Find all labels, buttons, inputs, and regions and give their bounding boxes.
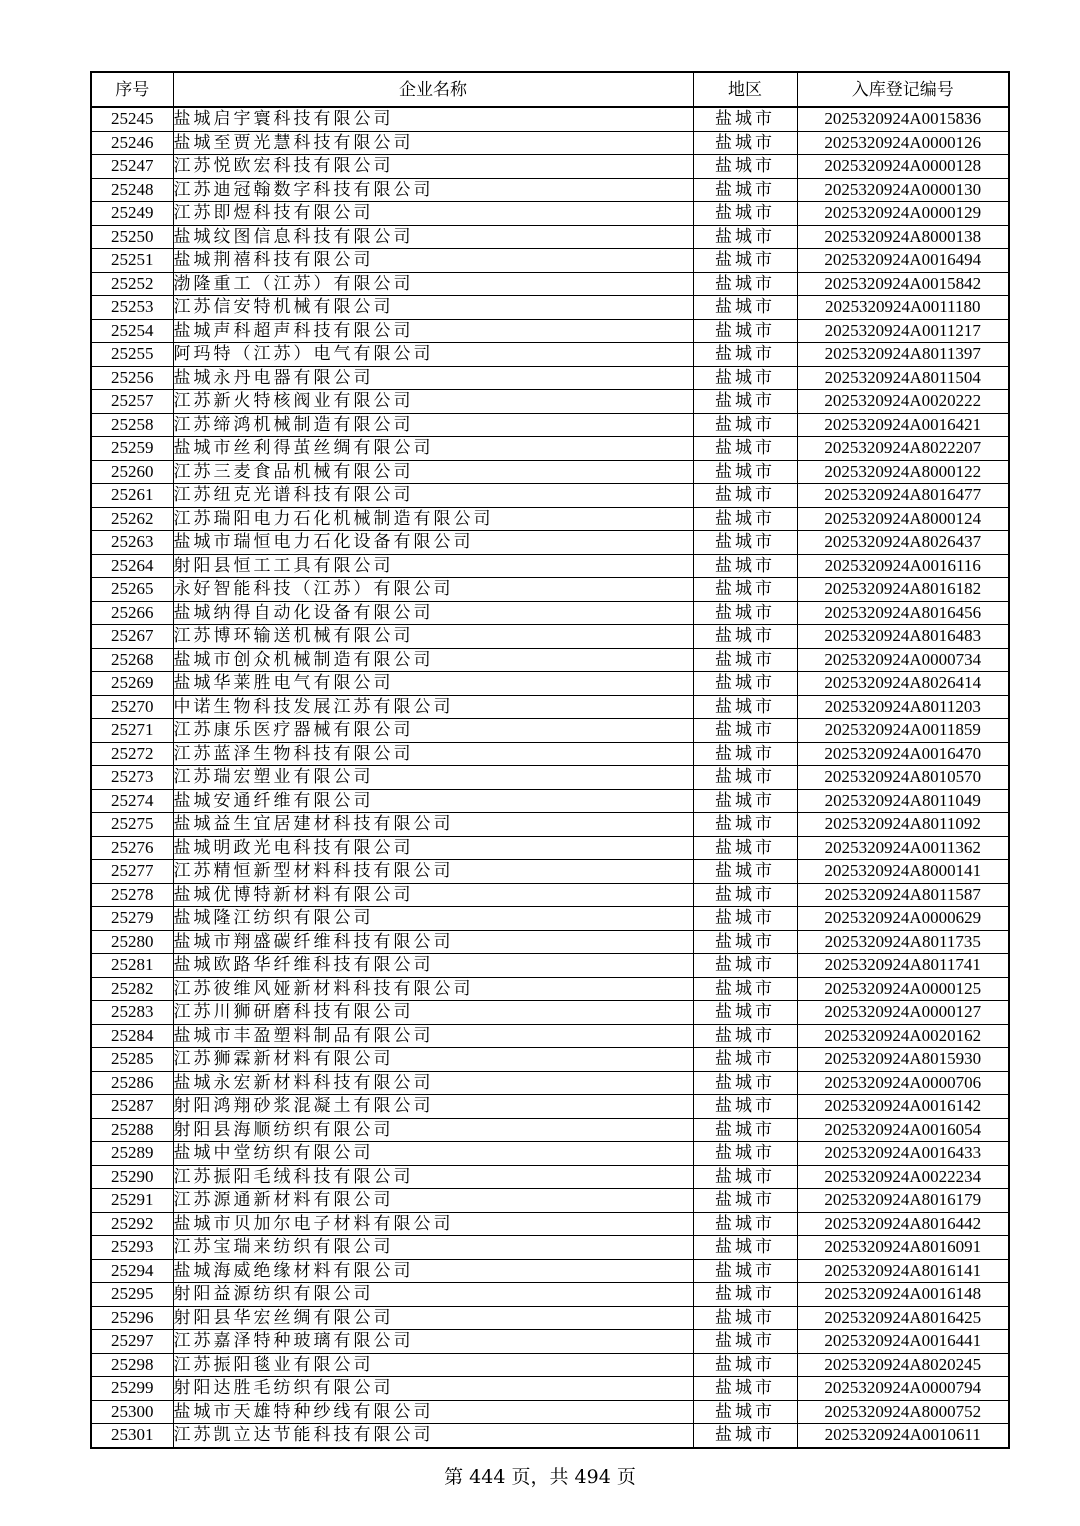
region-cell: 盐城市: [693, 1377, 797, 1401]
region-cell: 盐城市: [693, 1400, 797, 1424]
registration-number-cell: 2025320924A0011217: [797, 319, 1009, 343]
serial-number-cell: 25277: [91, 860, 173, 884]
region-cell: 盐城市: [693, 719, 797, 743]
company-name-cell: 射阳县海顺纺织有限公司: [173, 1118, 693, 1142]
serial-number-cell: 25279: [91, 907, 173, 931]
table-row: [91, 1259, 1009, 1283]
serial-number-cell: 25263: [91, 531, 173, 555]
serial-number-cell: 25257: [91, 390, 173, 414]
serial-number-cell: 25300: [91, 1400, 173, 1424]
company-name-cell: 盐城声科超声科技有限公司: [173, 319, 693, 343]
company-name-cell: 江苏振阳毯业有限公司: [173, 1353, 693, 1377]
registration-number-cell: 2025320924A8011092: [797, 813, 1009, 837]
region-cell: 盐城市: [693, 1024, 797, 1048]
region-cell: 盐城市: [693, 930, 797, 954]
registration-number-cell: 2025320924A0011362: [797, 836, 1009, 860]
serial-number-cell: 25294: [91, 1259, 173, 1283]
region-cell: 盐城市: [693, 1048, 797, 1072]
table-row: [91, 648, 1009, 672]
company-name-cell: 盐城中堂纺织有限公司: [173, 1142, 693, 1166]
table-row: [91, 1024, 1009, 1048]
table-row: [91, 1189, 1009, 1213]
company-name-cell: 江苏博环输送机械有限公司: [173, 625, 693, 649]
registration-number-cell: 2025320924A0011859: [797, 719, 1009, 743]
registration-number-cell: 2025320924A8015930: [797, 1048, 1009, 1072]
serial-number-cell: 25251: [91, 249, 173, 273]
registration-number-cell: 2025320924A0000706: [797, 1071, 1009, 1095]
serial-number-cell: 25250: [91, 225, 173, 249]
table-row: [91, 789, 1009, 813]
table-row: [91, 1212, 1009, 1236]
registration-number-cell: 2025320924A0000126: [797, 131, 1009, 155]
company-name-cell: 江苏三麦食品机械有限公司: [173, 460, 693, 484]
region-cell: 盐城市: [693, 107, 797, 131]
table-row: [91, 1330, 1009, 1354]
region-cell: 盐城市: [693, 813, 797, 837]
company-name-cell: 盐城优博特新材料有限公司: [173, 883, 693, 907]
company-name-cell: 盐城市翔盛碳纤维科技有限公司: [173, 930, 693, 954]
serial-number-cell: 25284: [91, 1024, 173, 1048]
registration-number-cell: 2025320924A8000138: [797, 225, 1009, 249]
region-cell: 盐城市: [693, 390, 797, 414]
company-name-cell: 中诺生物科技发展江苏有限公司: [173, 695, 693, 719]
company-name-cell: 盐城市瑞恒电力石化设备有限公司: [173, 531, 693, 555]
company-name-cell: 射阳县恒工工具有限公司: [173, 554, 693, 578]
table-row: [91, 437, 1009, 461]
registration-number-cell: 2025320924A8016425: [797, 1306, 1009, 1330]
table-row: [91, 107, 1009, 131]
serial-number-cell: 25288: [91, 1118, 173, 1142]
serial-number-cell: 25270: [91, 695, 173, 719]
registration-number-cell: 2025320924A0010611: [797, 1424, 1009, 1448]
region-cell: 盐城市: [693, 954, 797, 978]
region-cell: 盐城市: [693, 1142, 797, 1166]
region-cell: 盐城市: [693, 319, 797, 343]
company-name-cell: 盐城荆禧科技有限公司: [173, 249, 693, 273]
table-row: [91, 1095, 1009, 1119]
enterprise-table: [90, 71, 1010, 1449]
company-name-cell: 江苏新火特核阀业有限公司: [173, 390, 693, 414]
company-name-cell: 盐城启宇寰科技有限公司: [173, 107, 693, 131]
company-name-cell: 盐城纳得自动化设备有限公司: [173, 601, 693, 625]
table-row: [91, 413, 1009, 437]
table-row: [91, 766, 1009, 790]
region-cell: 盐城市: [693, 977, 797, 1001]
serial-number-cell: 25295: [91, 1283, 173, 1307]
region-cell: 盐城市: [693, 695, 797, 719]
region-cell: 盐城市: [693, 272, 797, 296]
registration-number-cell: 2025320924A8011397: [797, 343, 1009, 367]
table-row: [91, 1236, 1009, 1260]
company-name-cell: 盐城纹图信息科技有限公司: [173, 225, 693, 249]
company-name-cell: 江苏悦欧宏科技有限公司: [173, 155, 693, 179]
serial-number-cell: 25245: [91, 107, 173, 131]
serial-number-cell: 25293: [91, 1236, 173, 1260]
serial-number-cell: 25282: [91, 977, 173, 1001]
region-cell: 盐城市: [693, 742, 797, 766]
table-row: [91, 484, 1009, 508]
registration-number-cell: 2025320924A8016141: [797, 1259, 1009, 1283]
region-cell: 盐城市: [693, 578, 797, 602]
table-row: [91, 1353, 1009, 1377]
registration-number-cell: 2025320924A0016148: [797, 1283, 1009, 1307]
registration-number-cell: 2025320924A8016477: [797, 484, 1009, 508]
region-cell: 盐城市: [693, 1236, 797, 1260]
header-region: 地区: [693, 72, 797, 107]
table-row: [91, 1424, 1009, 1448]
company-name-cell: 射阳县华宏丝绸有限公司: [173, 1306, 693, 1330]
region-cell: 盐城市: [693, 789, 797, 813]
registration-number-cell: 2025320924A0000125: [797, 977, 1009, 1001]
table-row: [91, 1001, 1009, 1025]
serial-number-cell: 25246: [91, 131, 173, 155]
registration-number-cell: 2025320924A0016441: [797, 1330, 1009, 1354]
company-name-cell: 渤隆重工（江苏）有限公司: [173, 272, 693, 296]
region-cell: 盐城市: [693, 1259, 797, 1283]
region-cell: 盐城市: [693, 1424, 797, 1448]
table-row: [91, 1283, 1009, 1307]
serial-number-cell: 25291: [91, 1189, 173, 1213]
table-row: [91, 1142, 1009, 1166]
serial-number-cell: 25273: [91, 766, 173, 790]
company-name-cell: 盐城至贾光慧科技有限公司: [173, 131, 693, 155]
registration-number-cell: 2025320924A8000752: [797, 1400, 1009, 1424]
registration-number-cell: 2025320924A0016142: [797, 1095, 1009, 1119]
company-name-cell: 江苏彼维风娅新材料科技有限公司: [173, 977, 693, 1001]
table-row: [91, 578, 1009, 602]
registration-number-cell: 2025320924A0011180: [797, 296, 1009, 320]
company-name-cell: 盐城安通纤维有限公司: [173, 789, 693, 813]
region-cell: 盐城市: [693, 155, 797, 179]
table-row: [91, 131, 1009, 155]
region-cell: 盐城市: [693, 1353, 797, 1377]
registration-number-cell: 2025320924A0016494: [797, 249, 1009, 273]
serial-number-cell: 25260: [91, 460, 173, 484]
company-name-cell: 射阳达胜毛纺织有限公司: [173, 1377, 693, 1401]
region-cell: 盐城市: [693, 225, 797, 249]
registration-number-cell: 2025320924A8000122: [797, 460, 1009, 484]
region-cell: 盐城市: [693, 1165, 797, 1189]
region-cell: 盐城市: [693, 883, 797, 907]
registration-number-cell: 2025320924A0020222: [797, 390, 1009, 414]
table-row: [91, 554, 1009, 578]
company-name-cell: 盐城市创众机械制造有限公司: [173, 648, 693, 672]
table-row: [91, 1377, 1009, 1401]
registration-number-cell: 2025320924A8011741: [797, 954, 1009, 978]
company-name-cell: 江苏瑞宏塑业有限公司: [173, 766, 693, 790]
region-cell: 盐城市: [693, 907, 797, 931]
serial-number-cell: 25247: [91, 155, 173, 179]
serial-number-cell: 25281: [91, 954, 173, 978]
header-serial-number: 序号: [91, 72, 173, 107]
registration-number-cell: 2025320924A0015842: [797, 272, 1009, 296]
serial-number-cell: 25299: [91, 1377, 173, 1401]
header-row: [91, 72, 1009, 107]
serial-number-cell: 25275: [91, 813, 173, 837]
table-row: [91, 695, 1009, 719]
registration-number-cell: 2025320924A8010570: [797, 766, 1009, 790]
company-name-cell: 盐城永丹电器有限公司: [173, 366, 693, 390]
table-row: [91, 272, 1009, 296]
serial-number-cell: 25264: [91, 554, 173, 578]
region-cell: 盐城市: [693, 672, 797, 696]
company-name-cell: 盐城永宏新材料科技有限公司: [173, 1071, 693, 1095]
registration-number-cell: 2025320924A0016421: [797, 413, 1009, 437]
company-name-cell: 盐城市丰盈塑料制品有限公司: [173, 1024, 693, 1048]
registration-number-cell: 2025320924A0022234: [797, 1165, 1009, 1189]
region-cell: 盐城市: [693, 1118, 797, 1142]
table-row: [91, 507, 1009, 531]
region-cell: 盐城市: [693, 202, 797, 226]
company-name-cell: 盐城市贝加尔电子材料有限公司: [173, 1212, 693, 1236]
serial-number-cell: 25285: [91, 1048, 173, 1072]
company-name-cell: 永好智能科技（江苏）有限公司: [173, 578, 693, 602]
company-name-cell: 江苏信安特机械有限公司: [173, 296, 693, 320]
company-name-cell: 江苏精恒新型材料科技有限公司: [173, 860, 693, 884]
serial-number-cell: 25253: [91, 296, 173, 320]
company-name-cell: 江苏纽克光谱科技有限公司: [173, 484, 693, 508]
table-row: [91, 625, 1009, 649]
registration-number-cell: 2025320924A0000127: [797, 1001, 1009, 1025]
registration-number-cell: 2025320924A8026437: [797, 531, 1009, 555]
company-name-cell: 阿玛特（江苏）电气有限公司: [173, 343, 693, 367]
registration-number-cell: 2025320924A8020245: [797, 1353, 1009, 1377]
region-cell: 盐城市: [693, 1001, 797, 1025]
company-name-cell: 江苏即煜科技有限公司: [173, 202, 693, 226]
serial-number-cell: 25278: [91, 883, 173, 907]
table-row: [91, 1400, 1009, 1424]
region-cell: 盐城市: [693, 343, 797, 367]
table-row: [91, 601, 1009, 625]
registration-number-cell: 2025320924A0000130: [797, 178, 1009, 202]
region-cell: 盐城市: [693, 601, 797, 625]
registration-number-cell: 2025320924A8016091: [797, 1236, 1009, 1260]
region-cell: 盐城市: [693, 531, 797, 555]
serial-number-cell: 25272: [91, 742, 173, 766]
company-name-cell: 江苏凯立达节能科技有限公司: [173, 1424, 693, 1448]
registration-number-cell: 2025320924A8000124: [797, 507, 1009, 531]
region-cell: 盐城市: [693, 249, 797, 273]
company-name-cell: 江苏迪冠翰数字科技有限公司: [173, 178, 693, 202]
serial-number-cell: 25297: [91, 1330, 173, 1354]
company-name-cell: 盐城市丝利得茧丝绸有限公司: [173, 437, 693, 461]
company-name-cell: 盐城隆江纺织有限公司: [173, 907, 693, 931]
registration-number-cell: 2025320924A8022207: [797, 437, 1009, 461]
registration-number-cell: 2025320924A8011735: [797, 930, 1009, 954]
table-header: [91, 72, 1009, 107]
region-cell: 盐城市: [693, 1306, 797, 1330]
serial-number-cell: 25280: [91, 930, 173, 954]
region-cell: 盐城市: [693, 366, 797, 390]
table-row: [91, 202, 1009, 226]
table-row: [91, 813, 1009, 837]
company-name-cell: 盐城益生宜居建材科技有限公司: [173, 813, 693, 837]
registration-number-cell: 2025320924A0000794: [797, 1377, 1009, 1401]
registration-number-cell: 2025320924A0000629: [797, 907, 1009, 931]
serial-number-cell: 25255: [91, 343, 173, 367]
company-name-cell: 江苏狮霖新材料有限公司: [173, 1048, 693, 1072]
company-name-cell: 江苏川狮研磨科技有限公司: [173, 1001, 693, 1025]
serial-number-cell: 25248: [91, 178, 173, 202]
company-name-cell: 射阳益源纺织有限公司: [173, 1283, 693, 1307]
registration-number-cell: 2025320924A0016054: [797, 1118, 1009, 1142]
registration-number-cell: 2025320924A0016433: [797, 1142, 1009, 1166]
serial-number-cell: 25269: [91, 672, 173, 696]
region-cell: 盐城市: [693, 1095, 797, 1119]
company-name-cell: 盐城海威绝缘材料有限公司: [173, 1259, 693, 1283]
registration-number-cell: 2025320924A0020162: [797, 1024, 1009, 1048]
registration-number-cell: 2025320924A8016179: [797, 1189, 1009, 1213]
table-row: [91, 155, 1009, 179]
registration-number-cell: 2025320924A0000734: [797, 648, 1009, 672]
header-registration-number: 入库登记编号: [797, 72, 1009, 107]
company-name-cell: 江苏康乐医疗器械有限公司: [173, 719, 693, 743]
company-name-cell: 盐城明政光电科技有限公司: [173, 836, 693, 860]
serial-number-cell: 25268: [91, 648, 173, 672]
region-cell: 盐城市: [693, 1283, 797, 1307]
serial-number-cell: 25298: [91, 1353, 173, 1377]
region-cell: 盐城市: [693, 836, 797, 860]
region-cell: 盐城市: [693, 296, 797, 320]
serial-number-cell: 25271: [91, 719, 173, 743]
table-row: [91, 1118, 1009, 1142]
region-cell: 盐城市: [693, 1071, 797, 1095]
company-name-cell: 江苏宝瑞来纺织有限公司: [173, 1236, 693, 1260]
region-cell: 盐城市: [693, 460, 797, 484]
table-body: [91, 107, 1009, 1448]
region-cell: 盐城市: [693, 507, 797, 531]
table-row: [91, 1071, 1009, 1095]
registration-number-cell: 2025320924A8016182: [797, 578, 1009, 602]
table-row: [91, 225, 1009, 249]
serial-number-cell: 25258: [91, 413, 173, 437]
company-name-cell: 盐城市天雄特种纱线有限公司: [173, 1400, 693, 1424]
table-row: [91, 249, 1009, 273]
company-name-cell: 射阳鸿翔砂浆混凝土有限公司: [173, 1095, 693, 1119]
table-row: [91, 460, 1009, 484]
region-cell: 盐城市: [693, 484, 797, 508]
table-row: [91, 531, 1009, 555]
serial-number-cell: 25283: [91, 1001, 173, 1025]
registration-number-cell: 2025320924A8016442: [797, 1212, 1009, 1236]
company-name-cell: 江苏瑞阳电力石化机械制造有限公司: [173, 507, 693, 531]
serial-number-cell: 25276: [91, 836, 173, 860]
registration-number-cell: 2025320924A8016483: [797, 625, 1009, 649]
table-row: [91, 390, 1009, 414]
page-number-footer: 第 444 页，共 494 页: [444, 1466, 636, 1488]
table-row: [91, 178, 1009, 202]
table-row: [91, 319, 1009, 343]
table-row: [91, 296, 1009, 320]
table-row: [91, 860, 1009, 884]
serial-number-cell: 25252: [91, 272, 173, 296]
serial-number-cell: 25261: [91, 484, 173, 508]
serial-number-cell: 25296: [91, 1306, 173, 1330]
serial-number-cell: 25259: [91, 437, 173, 461]
company-name-cell: 盐城欧路华纤维科技有限公司: [173, 954, 693, 978]
region-cell: 盐城市: [693, 766, 797, 790]
serial-number-cell: 25256: [91, 366, 173, 390]
table-row: [91, 742, 1009, 766]
serial-number-cell: 25249: [91, 202, 173, 226]
region-cell: 盐城市: [693, 625, 797, 649]
serial-number-cell: 25262: [91, 507, 173, 531]
table-row: [91, 1306, 1009, 1330]
registration-number-cell: 2025320924A8011049: [797, 789, 1009, 813]
header-company-name: 企业名称: [173, 72, 693, 107]
serial-number-cell: 25286: [91, 1071, 173, 1095]
serial-number-cell: 25290: [91, 1165, 173, 1189]
serial-number-cell: 25254: [91, 319, 173, 343]
region-cell: 盐城市: [693, 1212, 797, 1236]
table-row: [91, 343, 1009, 367]
table-row: [91, 719, 1009, 743]
table-row: [91, 977, 1009, 1001]
registration-number-cell: 2025320924A8016456: [797, 601, 1009, 625]
company-name-cell: 江苏蓝泽生物科技有限公司: [173, 742, 693, 766]
region-cell: 盐城市: [693, 437, 797, 461]
table-row: [91, 907, 1009, 931]
serial-number-cell: 25266: [91, 601, 173, 625]
registration-number-cell: 2025320924A8011587: [797, 883, 1009, 907]
company-name-cell: 江苏嘉泽特种玻璃有限公司: [173, 1330, 693, 1354]
serial-number-cell: 25265: [91, 578, 173, 602]
registration-number-cell: 2025320924A0000128: [797, 155, 1009, 179]
company-name-cell: 江苏缔鸿机械制造有限公司: [173, 413, 693, 437]
serial-number-cell: 25292: [91, 1212, 173, 1236]
region-cell: 盐城市: [693, 413, 797, 437]
region-cell: 盐城市: [693, 554, 797, 578]
serial-number-cell: 25274: [91, 789, 173, 813]
registration-number-cell: 2025320924A0016470: [797, 742, 1009, 766]
table-row: [91, 836, 1009, 860]
registration-number-cell: 2025320924A8011203: [797, 695, 1009, 719]
table-row: [91, 954, 1009, 978]
region-cell: 盐城市: [693, 860, 797, 884]
registration-number-cell: 2025320924A0015836: [797, 107, 1009, 131]
registration-number-cell: 2025320924A8011504: [797, 366, 1009, 390]
company-name-cell: 盐城华莱胜电气有限公司: [173, 672, 693, 696]
table-row: [91, 366, 1009, 390]
serial-number-cell: 25267: [91, 625, 173, 649]
serial-number-cell: 25289: [91, 1142, 173, 1166]
registration-number-cell: 2025320924A8026414: [797, 672, 1009, 696]
region-cell: 盐城市: [693, 648, 797, 672]
table-row: [91, 883, 1009, 907]
region-cell: 盐城市: [693, 178, 797, 202]
region-cell: 盐城市: [693, 1330, 797, 1354]
table-row: [91, 1165, 1009, 1189]
registration-number-cell: 2025320924A0016116: [797, 554, 1009, 578]
serial-number-cell: 25287: [91, 1095, 173, 1119]
registration-number-cell: 2025320924A0000129: [797, 202, 1009, 226]
region-cell: 盐城市: [693, 131, 797, 155]
company-name-cell: 江苏源通新材料有限公司: [173, 1189, 693, 1213]
region-cell: 盐城市: [693, 1189, 797, 1213]
registration-number-cell: 2025320924A8000141: [797, 860, 1009, 884]
table-row: [91, 672, 1009, 696]
table-row: [91, 1048, 1009, 1072]
serial-number-cell: 25301: [91, 1424, 173, 1448]
company-name-cell: 江苏振阳毛绒科技有限公司: [173, 1165, 693, 1189]
table-row: [91, 930, 1009, 954]
